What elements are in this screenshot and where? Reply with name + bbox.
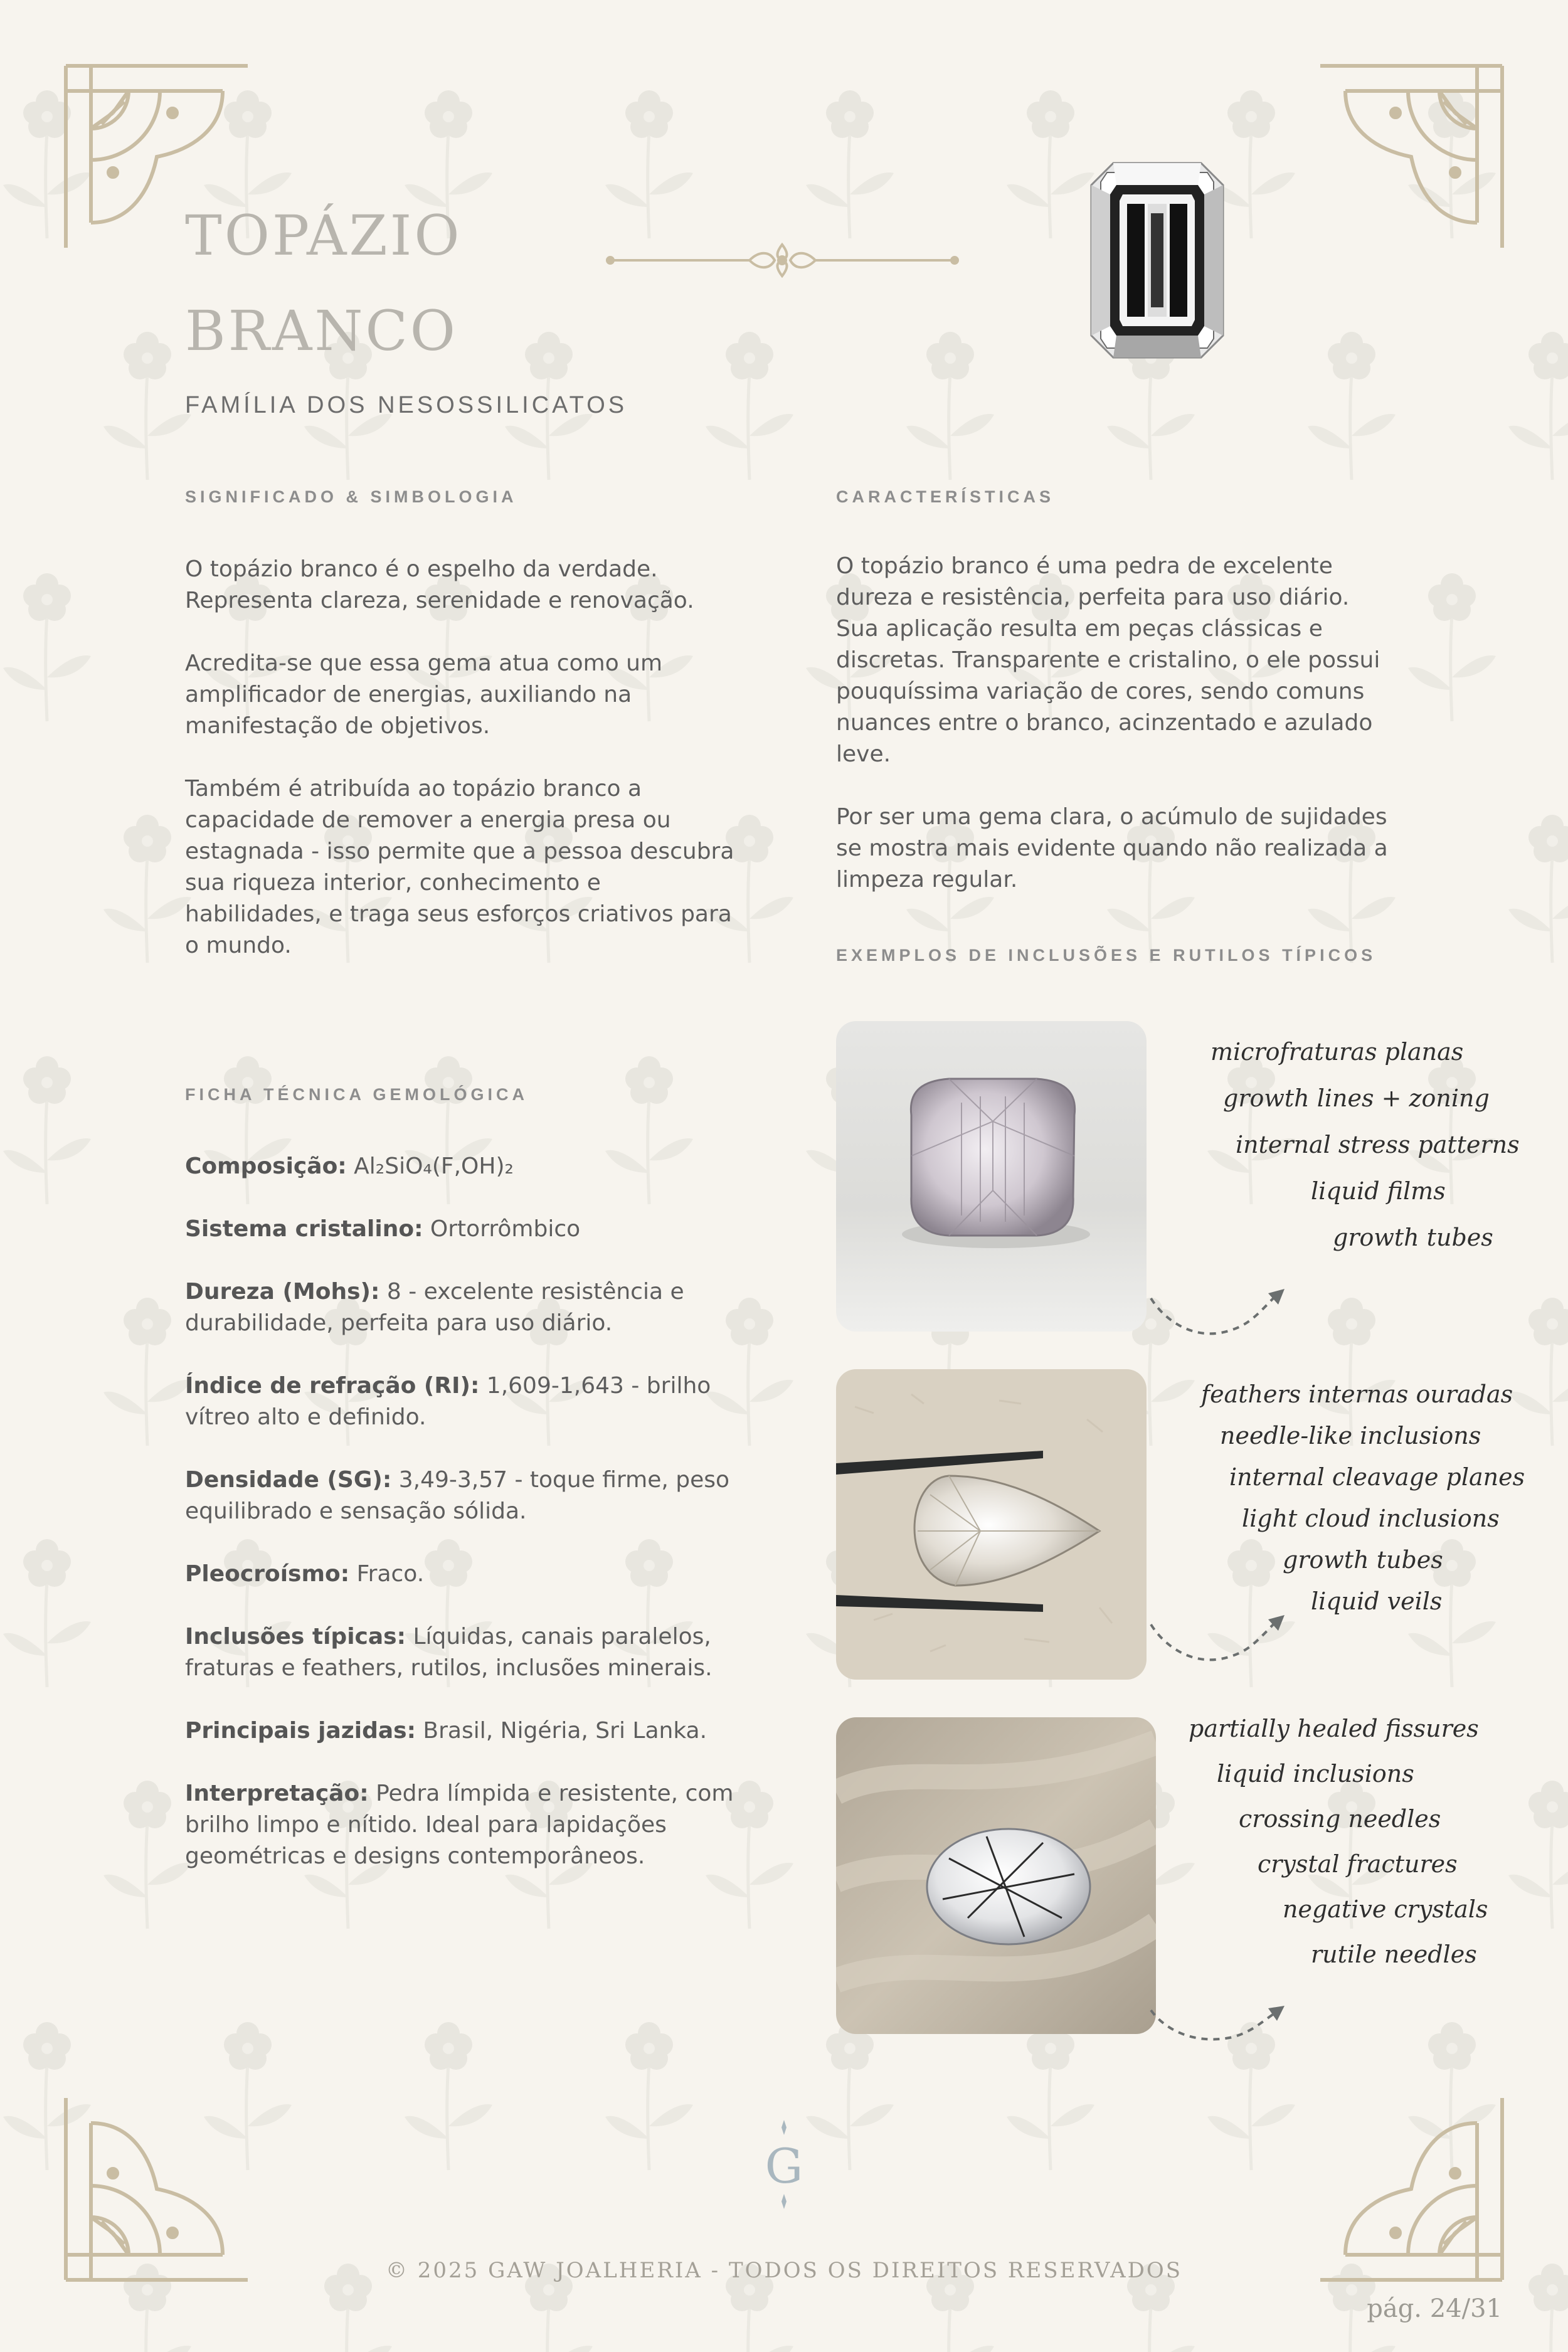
characteristics-section-label: CARACTERÍSTICAS	[836, 487, 1055, 506]
inclusion-note: liquid veils	[1311, 1587, 1443, 1615]
inclusion-note: partially healed fissures	[1189, 1715, 1479, 1742]
inclusion-photo-cushion	[836, 1021, 1147, 1332]
spec-value: 8 - excelente resistência e durabilidade, perfeita para uso diário.	[185, 1279, 684, 1336]
spec-item	[185, 1621, 750, 1684]
spec-item-composition	[185, 1151, 750, 1182]
spec-item	[185, 1276, 750, 1339]
corner-ornament-bottom-right	[1317, 2095, 1505, 2283]
inclusion-note: needle-like inclusions	[1220, 1422, 1481, 1449]
title-line-2: BRANCO	[185, 299, 458, 363]
spec-key: Principais jazidas:	[185, 1718, 416, 1744]
meaning-text	[185, 554, 737, 993]
spec-key: Inclusões típicas:	[185, 1624, 406, 1650]
dashed-arrow-icon	[1148, 1994, 1292, 2063]
dashed-arrow-icon	[1148, 1279, 1292, 1348]
spec-key: Índice de refração (RI):	[185, 1373, 480, 1399]
corner-ornament-top-right	[1317, 63, 1505, 251]
spec-item	[185, 1214, 750, 1245]
spec-value: Líquidas, canais paralelos, fraturas e feathers, rutilos, inclusões minerais.	[185, 1624, 712, 1681]
inclusion-photo-oval-rutilated	[836, 1717, 1156, 2034]
inclusion-note: internal stress patterns	[1236, 1131, 1520, 1158]
spec-item	[185, 1370, 750, 1433]
inclusion-list-2	[1195, 1374, 1525, 1622]
inclusion-note: internal cleavage planes	[1229, 1463, 1525, 1491]
spec-item	[185, 1778, 750, 1872]
characteristics-text	[836, 551, 1394, 927]
spec-value: Fraco.	[356, 1561, 425, 1587]
spec-item	[185, 1465, 750, 1527]
dashed-arrow-icon	[1148, 1606, 1292, 1675]
inclusion-note: crossing needles	[1239, 1805, 1441, 1833]
spec-value: 3,49-3,57 - toque firme, peso equilibrado e sensação sólida.	[185, 1467, 730, 1524]
inclusion-note: growth tubes	[1333, 1224, 1493, 1251]
gem-family-subtitle: FAMÍLIA DOS NESOSSILICATOS	[185, 392, 628, 418]
spec-key: Densidade (SG):	[185, 1467, 392, 1493]
corner-ornament-bottom-left	[63, 2095, 251, 2283]
inclusion-note: rutile needles	[1311, 1941, 1477, 1968]
inclusions-section-label: EXEMPLOS DE INCLUSÕES E RUTILOS TÍPICOS	[836, 946, 1377, 965]
inclusion-note: negative crystals	[1283, 1895, 1488, 1923]
inclusion-photo-pear	[836, 1369, 1147, 1680]
meaning-section-label: SIGNIFICADO & SIMBOLOGIA	[185, 487, 517, 506]
spec-item	[185, 1715, 750, 1747]
title-line-1: TOPÁZIO	[185, 203, 462, 268]
meaning-paragraph: O topázio branco é o espelho da verdade. Representa clareza, serenidade e renovação.	[185, 556, 694, 613]
inclusion-note: liquid films	[1311, 1177, 1446, 1205]
spec-key: Sistema cristalino:	[185, 1216, 423, 1242]
meaning-paragraph: Acredita-se que essa gema atua como um amplificador de energias, auxiliando na manifestação de objetivos.	[185, 650, 663, 739]
inclusion-note: feathers internas ouradas	[1201, 1380, 1513, 1408]
spec-key: Pleocroísmo:	[185, 1561, 350, 1587]
inclusion-note: growth tubes	[1283, 1546, 1443, 1574]
technical-sheet-label: FICHA TÉCNICA GEMOLÓGICA	[185, 1085, 528, 1104]
logo-letter: G	[765, 2138, 803, 2194]
inclusion-note: liquid inclusions	[1217, 1760, 1414, 1788]
inclusion-note: crystal fractures	[1258, 1850, 1458, 1878]
inclusion-list-3	[1189, 1706, 1488, 1977]
spec-value: Brasil, Nigéria, Sri Lanka.	[423, 1718, 707, 1744]
meaning-paragraph: Também é atribuída ao topázio branco a capacidade de remover a energia presa ou estagnada - isso permite que a pessoa descubra sua riqueza interior, conhecimento e habilidades, e traga seus esforços criativos para o mundo.	[185, 776, 734, 958]
spec-key: Composição:	[185, 1153, 347, 1179]
inclusion-note: microfraturas planas	[1210, 1038, 1464, 1066]
spec-value: Al₂SiO₄(F,OH)₂	[354, 1153, 514, 1179]
spec-value: Ortorrômbico	[430, 1216, 581, 1242]
copyright-footer: © 2025 GAW JOALHERIA - TODOS OS DIREITOS RESERVADOS	[385, 2258, 1183, 2283]
spec-key: Interpretação:	[185, 1781, 369, 1806]
inclusion-note: light cloud inclusions	[1242, 1505, 1500, 1532]
spec-value: 1,609-1,643 - brilho vítreo alto e definido.	[185, 1373, 711, 1430]
inclusion-list-1	[1204, 1029, 1520, 1261]
characteristics-paragraph: O topázio branco é uma pedra de excelente dureza e resistência, perfeita para uso diário. Sua aplicação resulta em peças clássicas e discretas. Transparente e cristalino, o ele possui pouquíssima variação de cores, sendo comuns nuances entre o branco, acinzentado e azulado leve.	[836, 553, 1380, 767]
inclusion-note: growth lines + zoning	[1223, 1084, 1490, 1112]
technical-sheet	[185, 1151, 750, 1904]
characteristics-paragraph: Por ser uma gema clara, o acúmulo de sujidades se mostra mais evidente quando não realizada a limpeza regular.	[836, 804, 1388, 893]
ornamental-divider	[605, 241, 960, 279]
emerald-cut-topaz-image	[1088, 160, 1226, 361]
spec-item	[185, 1559, 750, 1590]
brand-monogram-logo	[756, 2120, 812, 2214]
page-number: pág. 24/31	[1367, 2294, 1502, 2323]
spec-key: Dureza (Mohs):	[185, 1279, 380, 1305]
page-title	[185, 188, 462, 379]
spec-value: Pedra límpida e resistente, com brilho limpo e nítido. Ideal para lapidações geométricas e designs contemporâneos.	[185, 1781, 734, 1869]
